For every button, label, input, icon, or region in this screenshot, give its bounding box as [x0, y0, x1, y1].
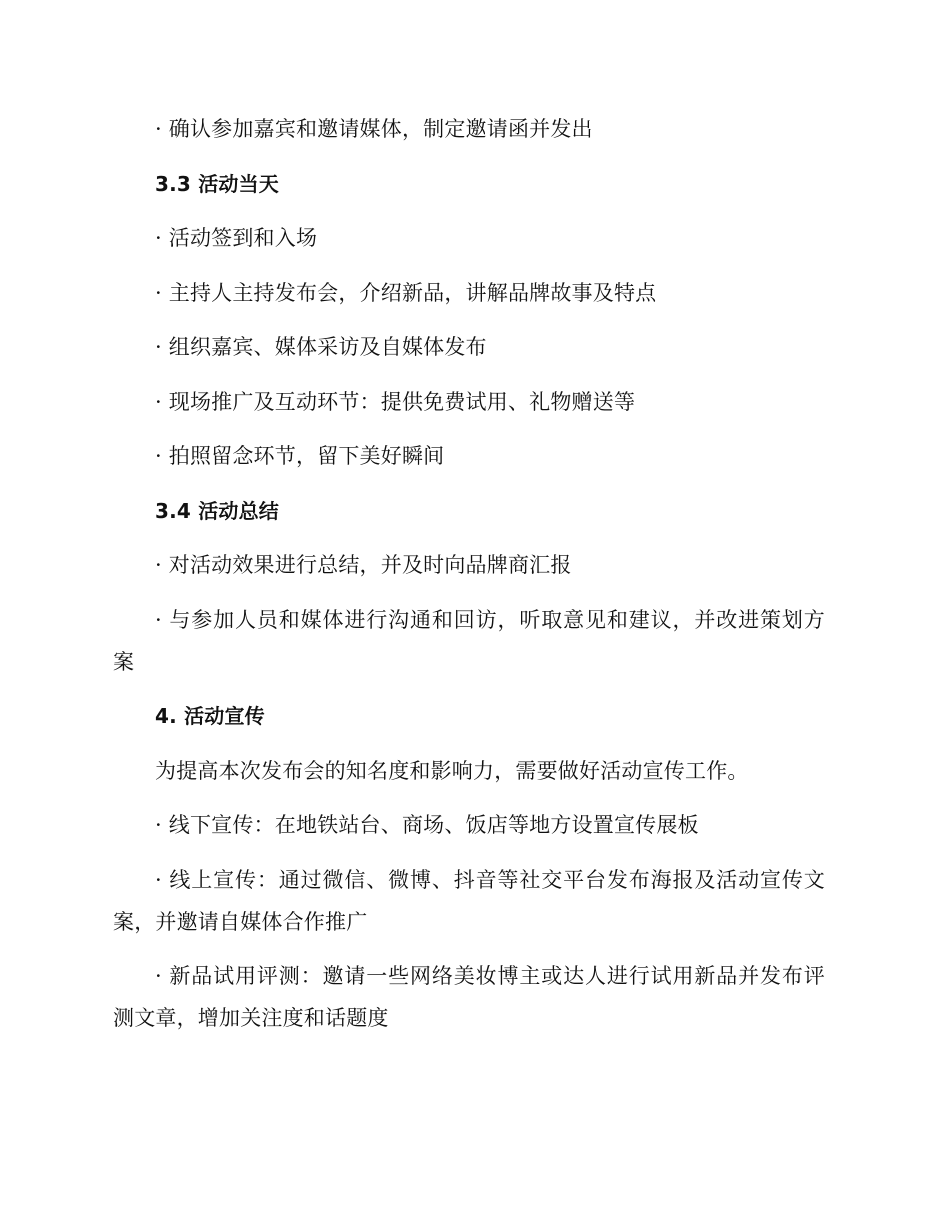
- bullet-item: · 对活动效果进行总结，并及时向品牌商汇报: [155, 553, 572, 577]
- bullet-item: · 确认参加嘉宾和邀请媒体，制定邀请函并发出: [155, 117, 593, 141]
- bullet-item: · 活动签到和入场: [155, 226, 318, 250]
- bullet-item: · 主持人主持发布会，介绍新品，讲解品牌故事及特点: [155, 280, 657, 305]
- document-body: [113, 108, 825, 1052]
- bullet-item: · 拍照留念环节，留下美好瞬间: [155, 444, 445, 468]
- section-heading: 4. 活动宣传: [155, 704, 265, 728]
- bullet-item: · 线上宣传：通过微信、微博、抖音等社交平台发布海报及活动宣传文案，并邀请自媒体合作推广: [113, 867, 825, 934]
- bullet-item: · 线下宣传：在地铁站台、商场、饭店等地方设置宣传展板: [155, 813, 699, 837]
- bullet-item: · 现场推广及互动环节：提供免费试用、礼物赠送等: [155, 389, 636, 414]
- section-heading: 3.4 活动总结: [155, 498, 279, 523]
- bullet-item: · 新品试用评测：邀请一些网络美妆博主或达人进行试用新品并发布评测文章，增加关注度和话题度: [113, 964, 825, 1030]
- bullet-item: · 组织嘉宾、媒体采访及自媒体发布: [155, 335, 487, 359]
- bullet-item: · 与参加人员和媒体进行沟通和回访，听取意见和建议，并改进策划方案: [113, 607, 825, 674]
- section-heading: 3.3 活动当天: [155, 171, 279, 196]
- body-paragraph: 为提高本次发布会的知名度和影响力，需要做好活动宣传工作。: [155, 758, 749, 783]
